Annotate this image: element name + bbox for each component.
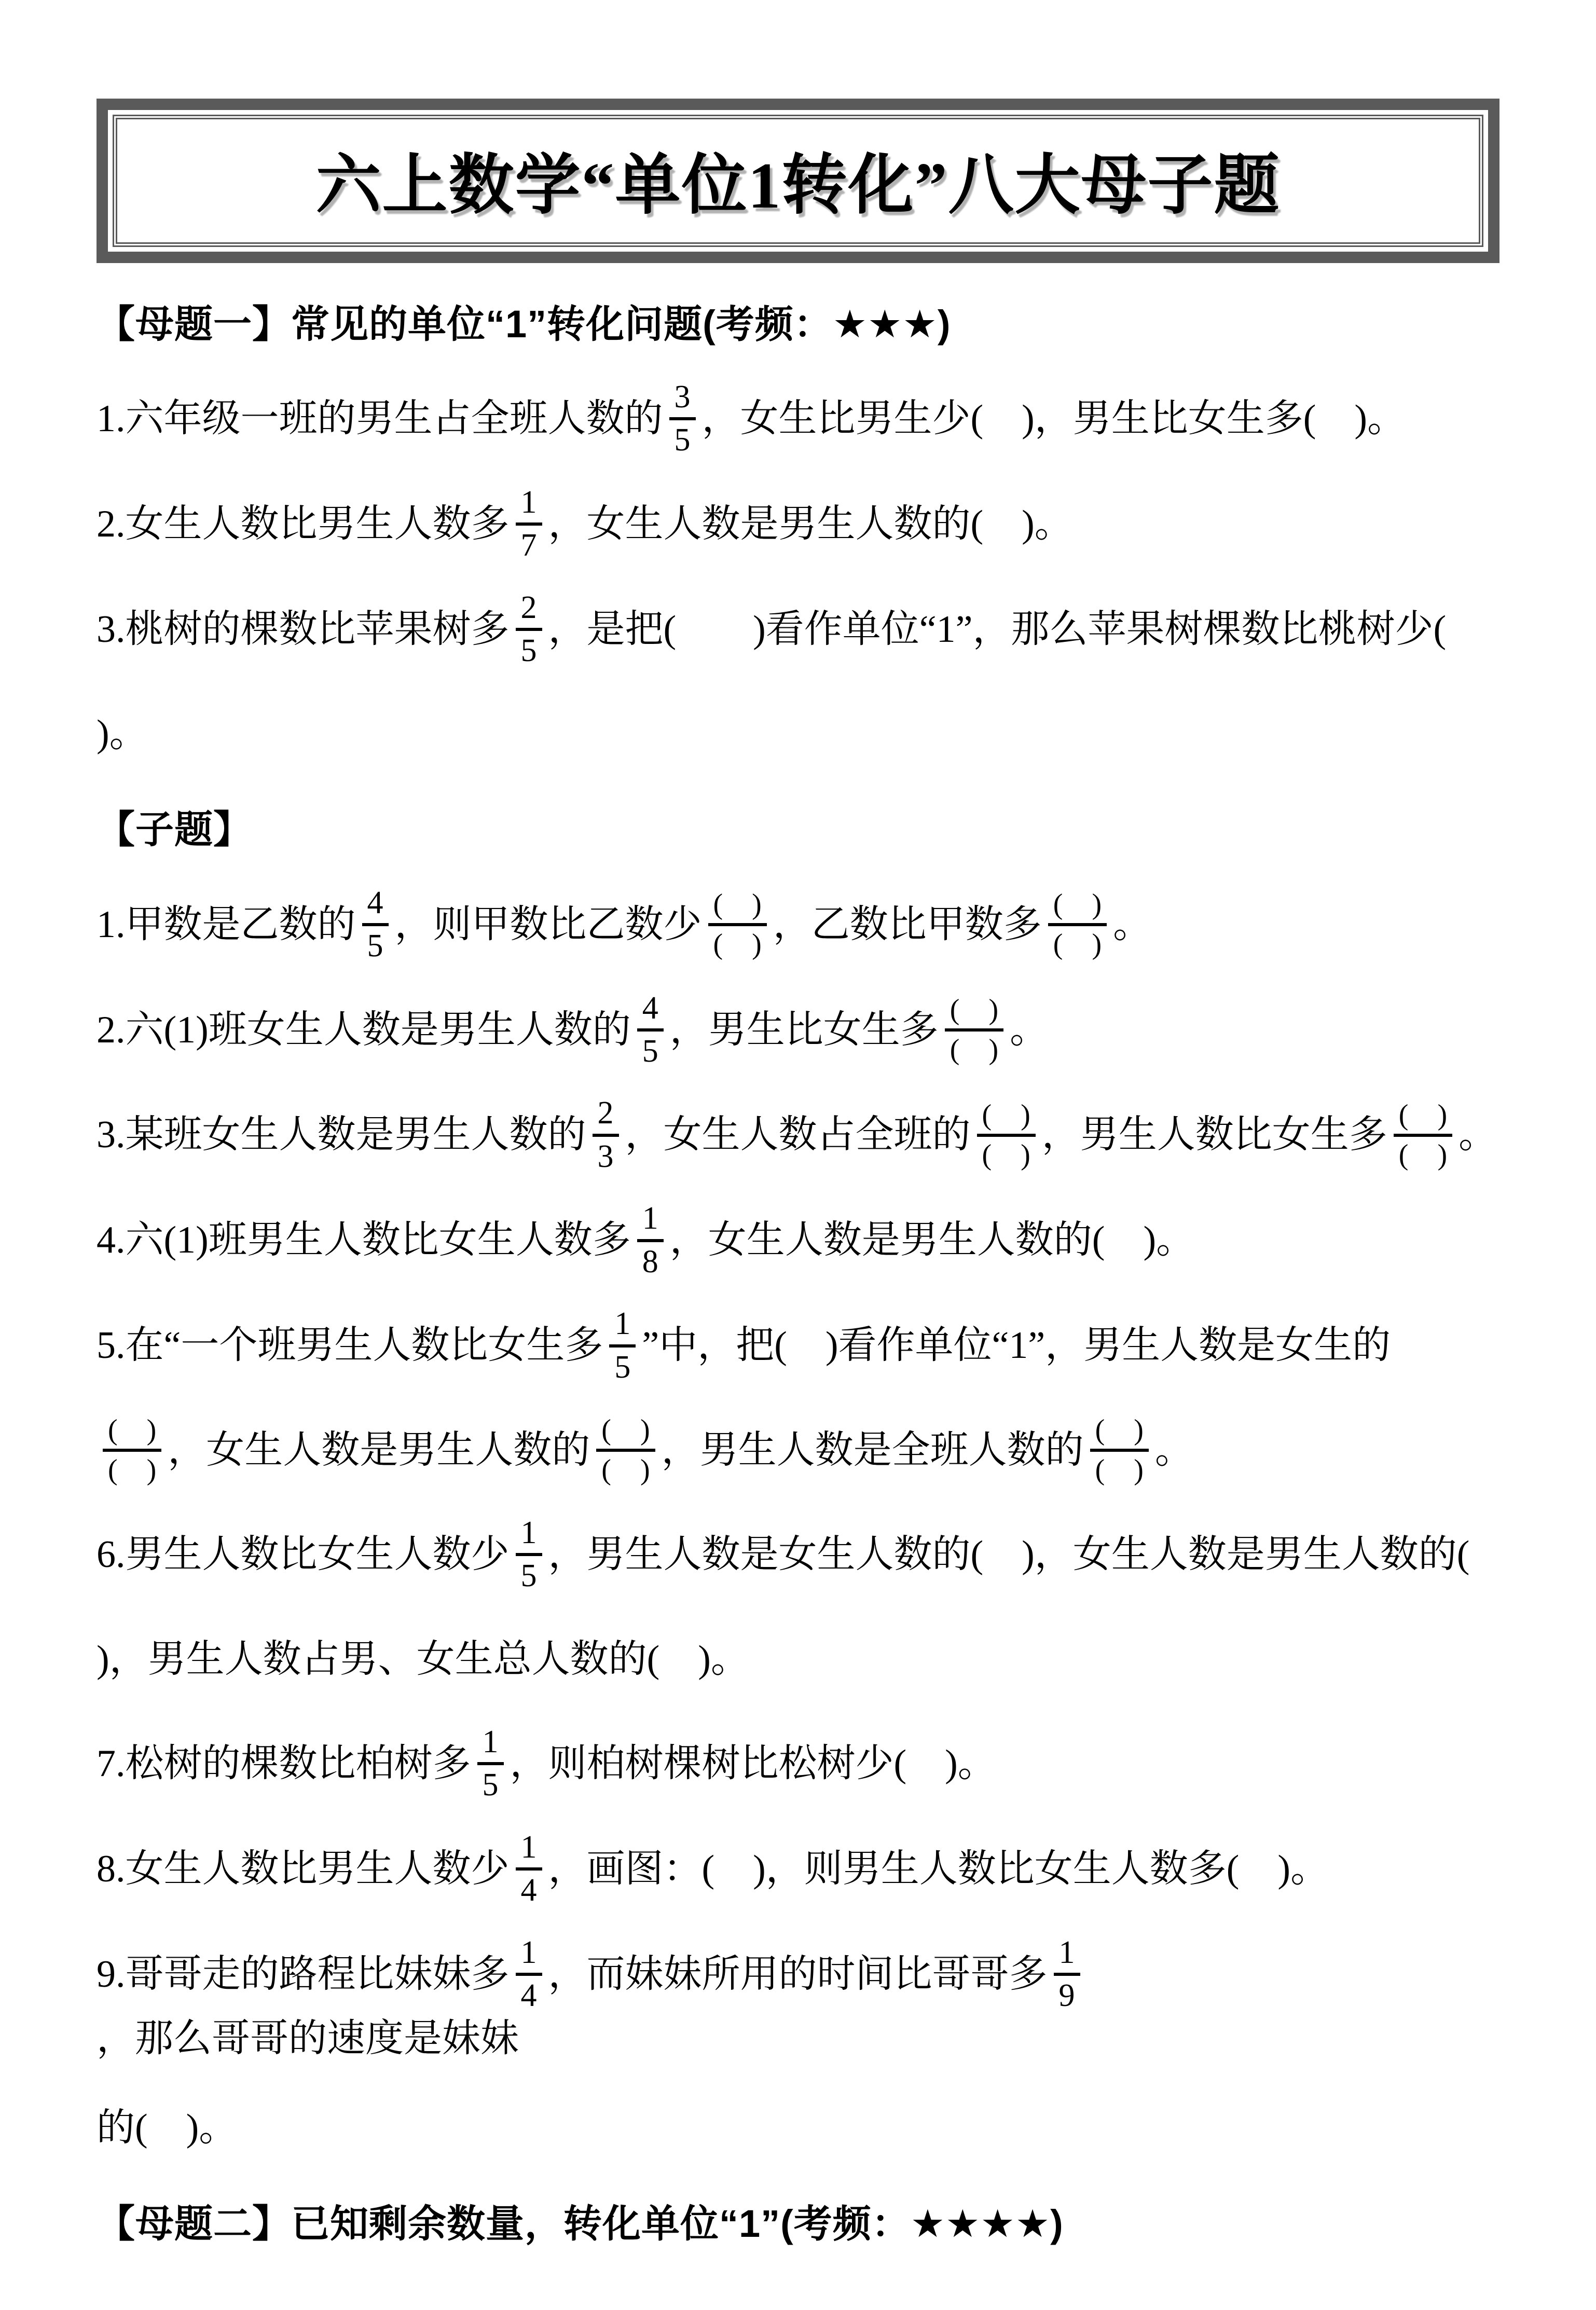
fraction-denominator: ( ) [950,1033,999,1066]
title-box [97,99,1499,263]
fraction [1054,1935,1080,2014]
blank-fraction [103,1414,161,1486]
fraction-denominator: 5 [367,928,383,964]
text-run: 9.哥哥走的路程比妹妹多 [97,1952,510,1996]
fraction-numerator: ( ) [1048,888,1107,926]
text-run: 。 [1010,1008,1049,1051]
mother-topic-2-heading [97,2193,1499,2255]
fraction-denominator: 8 [642,1244,658,1280]
fraction-numerator: ( ) [945,994,1003,1032]
text-run: 。 [1459,1113,1497,1157]
fraction-numerator: 2 [516,590,542,631]
fraction [669,379,696,459]
fraction-numerator: ( ) [1090,1414,1149,1452]
fraction-denominator: 5 [482,1767,499,1803]
fraction [362,885,389,965]
problem-1 [97,379,1499,459]
fraction-numerator: ( ) [1394,1099,1452,1137]
fraction-denominator: ( ) [713,928,762,961]
fraction [516,1515,542,1594]
text-run: ，男生比女生多 [669,1008,939,1051]
text-run: ，女生人数是男生人数的 [168,1428,590,1472]
fraction [516,1935,542,2014]
problem-2 [97,485,1499,564]
problem-3-line-2 [97,695,1499,773]
sub-problem-1 [97,885,1499,965]
sub-problem-5-line-1 [97,1306,1499,1385]
fraction-numerator: 1 [637,1201,664,1242]
sub-problem-7 [97,1724,1499,1804]
text-run: 【子题】 [97,808,252,851]
fraction-numerator: 2 [593,1095,619,1136]
sub-problem-6-line-1 [97,1515,1499,1594]
text-run: ，是把( )看作单位“1”，那么苹果树棵数比桃树少( [548,608,1447,651]
fraction-denominator: ( ) [1053,928,1102,961]
text-run: ，画图：( )，则男生人数比女生人数多( )。 [548,1847,1329,1890]
sub-problem-9-line-1 [97,1935,1499,2064]
sub-topics-heading [97,799,1499,861]
page-title: 六上数学“单位1转化”八大母子题 [315,150,1281,222]
fraction-numerator: 1 [516,1935,542,1976]
text-run: ，男生人数比女生多 [1041,1113,1387,1157]
fraction-numerator: 1 [1054,1935,1080,1976]
text-run: ，女生人数是男生人数的( )。 [669,1219,1195,1262]
sub-problem-6-line-2 [97,1620,1499,1698]
text-run: ，则柏树棵树比松树少( )。 [510,1742,996,1785]
blank-fraction [1394,1099,1452,1171]
sub-problem-8 [97,1830,1499,1909]
fraction-numerator: 1 [516,1830,542,1871]
mother-topic-1-heading [97,293,1499,355]
fraction-numerator: 1 [609,1306,636,1347]
text-run: 5.在“一个班男生人数比女生多 [97,1324,603,1367]
fraction-denominator: 5 [614,1349,631,1385]
fraction [516,485,542,564]
text-run: 6.男生人数比女生人数少 [97,1533,510,1576]
blank-fraction [708,888,767,960]
fraction-denominator: 5 [520,633,537,669]
text-run: 1.六年级一班的男生占全班人数的 [97,397,663,441]
text-run: ，女生人数是男生人数的( )。 [548,502,1073,545]
text-run: 【母题一】常见的单位“1”转化问题(考频：★★★) [97,302,951,346]
text-run: 。 [1154,1428,1193,1472]
text-run: ，男生人数是全班人数的 [661,1428,1084,1472]
text-run: 3.某班女生人数是男生人数的 [97,1113,586,1157]
fraction [516,1830,542,1909]
text-run: )，男生人数占男、女生总人数的( )。 [97,1638,749,1681]
fraction-numerator: 4 [637,991,664,1032]
problem-3-line-1 [97,590,1499,669]
fraction-numerator: 1 [516,485,542,526]
fraction-denominator: ( ) [108,1454,157,1486]
sub-problem-5-line-2 [97,1411,1499,1489]
text-run: ，女生比男生少( )，男生比女生多( )。 [701,397,1406,441]
fraction [516,590,542,669]
text-run: 7.松树的棵数比柏树多 [97,1742,471,1785]
blank-fraction [945,994,1003,1066]
fraction [637,1201,664,1280]
fraction-denominator: ( ) [601,1454,650,1486]
fraction-numerator: ( ) [103,1414,161,1452]
blank-fraction [596,1414,655,1486]
fraction-numerator: ( ) [708,888,767,926]
blank-fraction [977,1099,1036,1171]
sub-problem-4 [97,1201,1499,1280]
text-run: ，则甲数比乙数少 [394,903,702,946]
fraction [609,1306,636,1385]
text-run: ”中，把( )看作单位“1”，男生人数是女生的 [642,1324,1391,1367]
sub-problem-9-line-2 [97,2089,1499,2167]
fraction-numerator: ( ) [977,1099,1036,1137]
fraction-numerator: 4 [362,885,389,926]
blank-fraction [1090,1414,1149,1486]
fraction-denominator: 4 [520,1873,537,1908]
fraction [637,991,664,1070]
fraction-denominator: ( ) [1398,1138,1448,1171]
fraction-denominator: 4 [520,1978,537,2014]
text-run: 8.女生人数比男生人数少 [97,1847,510,1890]
fraction-denominator: 3 [597,1138,614,1174]
text-run: )。 [97,712,148,755]
sub-problem-3 [97,1095,1499,1175]
text-run: ，而妹妹所用的时间比哥哥多 [548,1952,1048,1996]
document-content [97,293,1499,2255]
fraction-numerator: 3 [669,379,696,420]
fraction-denominator: 5 [520,1558,537,1594]
fraction-denominator: 9 [1058,1978,1075,2014]
fraction-numerator: 1 [477,1724,504,1765]
sub-problem-2 [97,991,1499,1070]
fraction-denominator: 5 [674,422,691,458]
fraction-denominator: 5 [642,1033,658,1069]
fraction [593,1095,619,1175]
title-box-inner [113,115,1483,247]
blank-fraction [1048,888,1107,960]
fraction-denominator: ( ) [982,1138,1030,1171]
text-run: 的( )。 [97,2106,238,2149]
fraction [477,1724,504,1804]
fraction-denominator: 7 [520,528,537,563]
text-run: 3.桃树的棵数比苹果树多 [97,608,510,651]
text-run: 2.女生人数比男生人数多 [97,502,510,545]
text-run: ，那么哥哥的速度是妹妹 [97,2017,519,2060]
text-run: 。 [1113,903,1152,946]
fraction-numerator: 1 [516,1515,542,1556]
text-run: 2.六(1)班女生人数是男生人数的 [97,1008,631,1051]
text-run: ，乙数比甲数多 [773,903,1042,946]
fraction-numerator: ( ) [596,1414,655,1452]
text-run: 1.甲数是乙数的 [97,903,356,946]
text-run: ，男生人数是女生人数的( )，女生人数是男生人数的( [548,1533,1470,1576]
text-run: ，女生人数占全班的 [625,1113,971,1157]
fraction-denominator: ( ) [1095,1454,1144,1486]
text-run: 【母题二】已知剩余数量，转化单位“1”(考频：★★★★) [97,2202,1064,2245]
text-run: 4.六(1)班男生人数比女生人数多 [97,1219,631,1262]
